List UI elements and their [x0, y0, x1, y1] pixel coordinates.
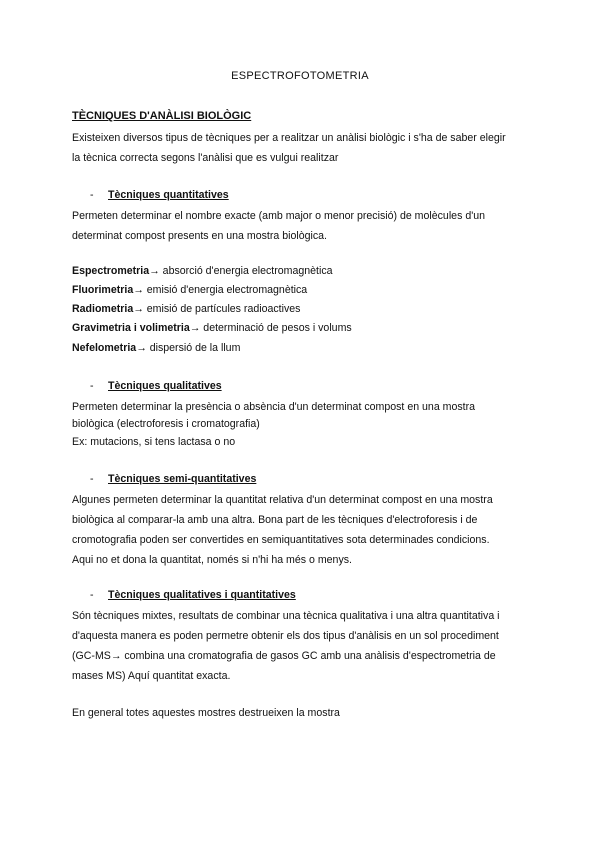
qualitatives-title: Tècniques qualitatives: [108, 380, 222, 392]
paragraph-line: cromotografia poden ser convertides en semiquantitatives sota determinades condicions.: [72, 534, 490, 546]
bullet-dash: -: [90, 589, 94, 601]
paragraph-line: Són tècniques mixtes, resultats de combinar una tècnica qualitativa i una altra quantitativa i: [72, 610, 500, 622]
paragraph-line: Ex: mutacions, si tens lactasa o no: [72, 436, 236, 448]
paragraph-line: Aqui no et dona la quantitat, només si n'hi ha més o menys.: [72, 554, 352, 566]
technique-item: [72, 322, 528, 338]
semi-quantitatives-paragraph: [72, 490, 528, 570]
technique-desc: → emisió d'energia electromagnètica: [133, 284, 308, 296]
qualitatives-paragraph: [72, 397, 528, 417]
technique-name: Gravimetria i volimetria: [72, 322, 190, 334]
qualitatives-paragraph-cont: [72, 415, 528, 451]
quantitatives-title: Tècniques quantitatives: [108, 189, 229, 201]
paragraph-line: (GC-MS→ combina una cromatografia de gasos GC amb una anàlisis d'espectrometria de: [72, 650, 496, 662]
paragraph-line: determinat compost presents en una mostra biològica.: [72, 230, 327, 242]
paragraph-line: biològica (electroforesis i cromatografia): [72, 418, 260, 430]
technique-desc: → absorció d'energia electromagnètica: [149, 265, 333, 277]
paragraph-line: d'aquesta manera es poden permetre obtenir els dos tipus d'anàlisis en un sol procediment: [72, 630, 499, 642]
quantitatives-heading: [72, 189, 528, 205]
technique-name: Nefelometria: [72, 342, 137, 354]
technique-name: Radiometria: [72, 303, 134, 315]
technique-item: [72, 265, 528, 281]
technique-name: Fluorimetria: [72, 284, 134, 296]
quantitatives-paragraph: [72, 206, 528, 246]
paragraph-line: mases MS) Aquí quantitat exacta.: [72, 670, 231, 682]
bullet-dash: -: [90, 380, 94, 392]
section-heading: TÈCNIQUES D'ANÀLISI BIOLÒGIC: [72, 110, 252, 122]
semi-quantitatives-title: Tècniques semi-quantitatives: [108, 473, 257, 485]
mixed-techniques-title: Tècniques qualitatives i quantitatives: [108, 589, 296, 601]
technique-item: [72, 303, 528, 319]
intro-line: la tècnica correcta segons l'anàlisi que es vulgui realitzar: [72, 152, 339, 164]
intro-paragraph: [72, 128, 528, 168]
closing-paragraph: [72, 703, 528, 723]
bullet-dash: -: [90, 473, 94, 485]
mixed-techniques-heading: [72, 589, 528, 605]
bullet-dash: -: [90, 189, 94, 201]
technique-desc: → dispersió de la llum: [136, 342, 241, 354]
paragraph-line: Algunes permeten determinar la quantitat relativa d'un determinat compost en una mostra: [72, 494, 493, 506]
paragraph-line: Permeten determinar la presència o absència d'un determinat compost en una mostra: [72, 401, 476, 413]
technique-name: Espectrometria: [72, 265, 150, 277]
technique-item: [72, 342, 528, 358]
technique-desc: → determinació de pesos i volums: [189, 322, 352, 334]
paragraph-line: biològica al comparar-la amb una altra. Bona part de les tècniques d'electroforesis i de: [72, 514, 478, 526]
paragraph-line: Permeten determinar el nombre exacte (amb major o menor precisió) de molècules d'un: [72, 210, 486, 222]
semi-quantitatives-heading: [72, 473, 528, 489]
mixed-techniques-paragraph: [72, 606, 528, 686]
technique-desc: → emisió de partícules radioactives: [133, 303, 301, 315]
intro-line: Existeixen diversos tipus de tècniques per a realitzar un anàlisi biològic i s'ha de saber elegir: [72, 132, 506, 144]
technique-item: [72, 284, 528, 300]
qualitatives-heading: [72, 380, 528, 396]
document-title: ESPECTROFOTOMETRIA: [231, 70, 369, 82]
closing-line: En general totes aquestes mostres destrueixen la mostra: [72, 707, 340, 719]
